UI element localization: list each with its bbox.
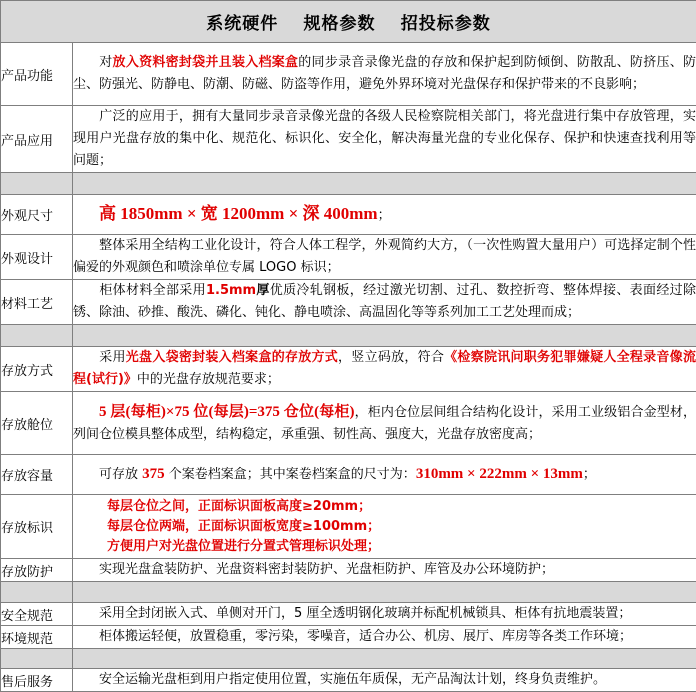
row-content <box>73 495 696 559</box>
row-material <box>1 280 696 325</box>
row-label: 材料工艺 <box>1 280 73 325</box>
row-label: 存放舱位 <box>1 392 73 455</box>
row-label: 产品应用 <box>1 106 73 173</box>
row-content: 整体采用全结构工业化设计，符合人体工程学，外观简约大方，（一次性购置大量用户）可选择定制个性偏爱的外观颜色和喷涂单位专属 LOGO 标识； <box>73 235 696 280</box>
title-part-bidding: 招投标参数 <box>401 14 491 33</box>
row-label: 存放标识 <box>1 495 73 559</box>
row-protection <box>1 559 696 582</box>
capacity-count: 375 <box>142 466 165 482</box>
row-design <box>1 235 696 280</box>
marking-line: 每层仓位两端，正面标识面板宽度≥100mm； <box>107 517 696 537</box>
slots-value: 5 层(每柜)×75 位(每层)=375 仓位(每柜) <box>99 404 354 420</box>
row-label: 外观尺寸 <box>1 195 73 235</box>
separator-row <box>1 325 696 347</box>
row-size <box>1 195 696 235</box>
title-part-specs: 规格参数 <box>304 14 376 33</box>
row-capacity <box>1 455 696 495</box>
row-content: 可存放 375 个案卷档案盒；其中案卷档案盒的尺寸为：310mm × 222mm × 13mm； <box>73 455 696 495</box>
row-label: 存放防护 <box>1 559 73 582</box>
row-content: 柜体搬运轻便，放置稳重，零污染，零噪音，适合办公、机房、展厅、库房等各类工作环境； <box>73 626 696 649</box>
box-dimensions: 310mm × 222mm × 13mm <box>416 466 583 482</box>
separator-row <box>1 173 696 195</box>
title-row <box>1 1 696 43</box>
row-slots <box>1 392 696 455</box>
highlight-text: 放入资料密封袋并且装入档案盒 <box>113 55 299 70</box>
row-application <box>1 106 696 173</box>
row-label: 存放方式 <box>1 347 73 392</box>
separator-row <box>1 649 696 669</box>
row-label: 安全规范 <box>1 603 73 626</box>
row-content: 5 层(每柜)×75 位(每层)=375 仓位(每柜)，柜内仓位层间组合结构化设计，采用工业级铝合金型材，列间仓位模具整体成型，结构稳定，承重强、韧性高、强度大，光盘存放密度高； <box>73 392 696 455</box>
row-content: 安全运输光盘柜到用户指定使用位置，实施伍年质保，无产品淘汰计划，终身负责维护。 <box>73 669 696 692</box>
separator-row <box>1 582 696 603</box>
row-content: 高 1850mm × 宽 1200mm × 深 400mm； <box>73 195 696 235</box>
row-label: 环境规范 <box>1 626 73 649</box>
row-content: 采用光盘入袋密封装入档案盒的存放方式，竖立码放，符合《检察院讯问职务犯罪嫌疑人全程录音像流程(试行)》中的光盘存放规范要求； <box>73 347 696 392</box>
regulation-title: 《检察院讯问职务犯罪嫌疑人全程录音像流程(试行)》 <box>73 350 696 387</box>
row-content: 实现光盘盒装防护、光盘资料密封装防护、光盘柜防护、库管及办公环境防护； <box>73 559 696 582</box>
row-safety <box>1 603 696 626</box>
row-service <box>1 669 696 692</box>
page-title <box>1 1 696 43</box>
thickness-value: 1.5mm <box>206 283 256 298</box>
title-part-hardware: 系统硬件 <box>206 14 278 33</box>
row-marking <box>1 495 696 559</box>
row-label: 售后服务 <box>1 669 73 692</box>
row-content: 对放入资料密封袋并且装入档案盒的同步录音录像光盘的存放和保护起到防倾倒、防散乱、防挤压、防尘、防强光、防静电、防潮、防磁、防盗等作用，避免外界环境对光盘保存和保护带来的不良影响； <box>73 43 696 106</box>
row-content: 广泛的应用于，拥有大量同步录音录像光盘的各级人民检察院相关部门，将光盘进行集中存放管理，实现用户光盘存放的集中化、规范化、标识化、安全化，解决海量光盘的专业化保存、保护和快速查找利用等问题； <box>73 106 696 173</box>
row-label: 产品功能 <box>1 43 73 106</box>
size-value: 高 1850mm × 宽 1200mm × 深 400mm <box>99 204 378 223</box>
row-label: 外观设计 <box>1 235 73 280</box>
marking-line: 每层仓位之间，正面标识面板高度≥20mm； <box>107 497 696 517</box>
row-environment <box>1 626 696 649</box>
row-content: 采用全封闭嵌入式、单侧对开门，5 厘全透明钢化玻璃并标配机械锁具、柜体有抗地震装置； <box>73 603 696 626</box>
marking-line: 方便用户对光盘位置进行分置式管理标识处理； <box>107 537 696 557</box>
row-method <box>1 347 696 392</box>
highlight-text: 光盘入袋密封装入档案盒的存放方式 <box>126 350 338 365</box>
row-function <box>1 43 696 106</box>
row-content: 柜体材料全部采用1.5mm厚优质冷轧钢板，经过激光切割、过孔、数控折弯、整体焊接、表面经过除锈、除油、砂推、酸洗、磷化、钝化、静电喷涂、高温固化等等系列加工工艺处理而成； <box>73 280 696 325</box>
row-label: 存放容量 <box>1 455 73 495</box>
